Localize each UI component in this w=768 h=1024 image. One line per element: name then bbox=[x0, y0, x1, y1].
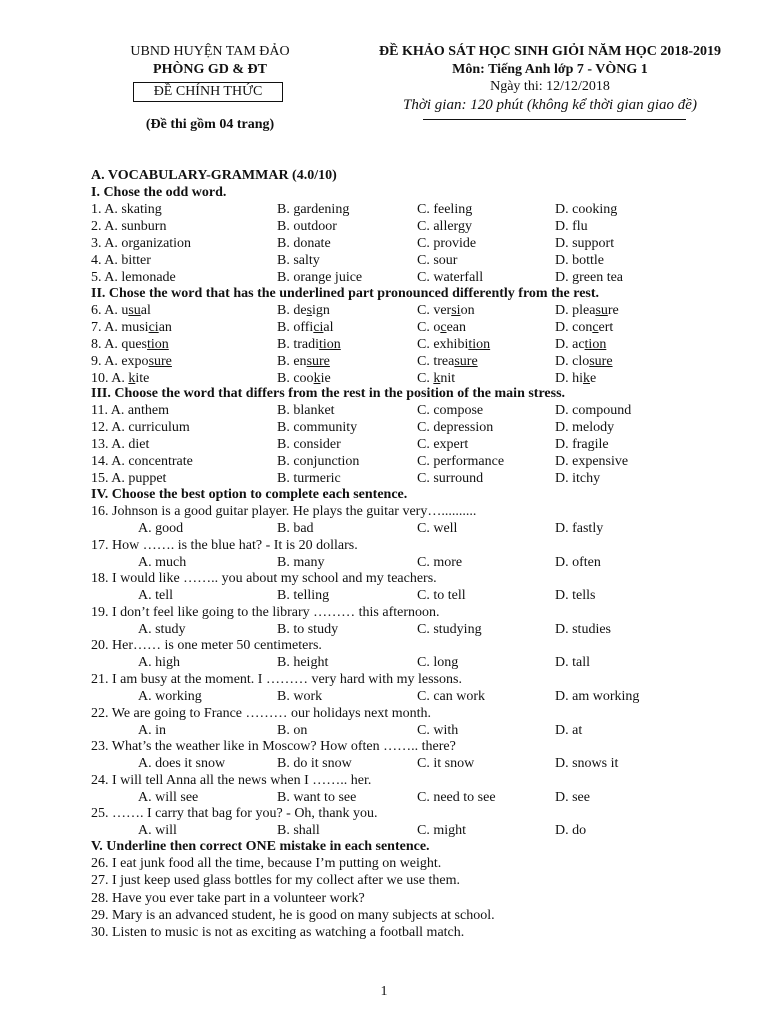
answer-option: C. provide bbox=[417, 236, 477, 251]
answer-option: D. am working bbox=[555, 689, 640, 704]
page-count-note: (Đề thi gồm 04 trang) bbox=[145, 117, 275, 132]
answer-option: B. on bbox=[277, 722, 308, 738]
question-stem bbox=[0, 604, 768, 621]
answer-option: D. tall bbox=[555, 655, 590, 671]
sentence-text: 30. Listen to music is not as exciting as watching a football match. bbox=[91, 925, 465, 941]
word-part: 10. A. bbox=[91, 371, 129, 386]
answer-option: B. orange juice bbox=[277, 270, 363, 285]
word-part: ean bbox=[446, 320, 466, 335]
exam-title: ĐỀ KHẢO SÁT HỌC SINH GIỎI NĂM HỌC 2018-2019 bbox=[379, 44, 721, 59]
question-stem bbox=[0, 805, 768, 822]
answer-option: B. to study bbox=[277, 621, 339, 637]
word-part: D. ac bbox=[555, 337, 585, 352]
part3-title: III. Choose the word that differs from the rest in the position of the main stress. bbox=[91, 386, 566, 401]
answer-option: A. high bbox=[138, 655, 180, 671]
sentence-text: 26. I eat junk food all the time, because I’m putting on weight. bbox=[91, 856, 442, 871]
question-stem bbox=[0, 503, 768, 520]
question-options bbox=[0, 621, 768, 638]
answer-option: C. expert bbox=[417, 437, 469, 452]
underlined-part: sure bbox=[454, 354, 478, 369]
answer-option: D. tells bbox=[555, 588, 596, 604]
word-part: B. coo bbox=[277, 371, 314, 386]
answer-option: D. flu bbox=[555, 219, 588, 234]
question-text: 21. I am busy at the moment. I ……… very hard with my lessons. bbox=[91, 672, 462, 687]
word-part: C. trea bbox=[417, 354, 455, 369]
word-part: C. ver bbox=[417, 303, 452, 318]
sentence-line bbox=[0, 872, 768, 889]
answer-option: B. want to see bbox=[277, 789, 357, 805]
answer-option: 1. A. skating bbox=[91, 202, 162, 217]
question-options bbox=[0, 688, 768, 705]
answer-option: 5. A. lemonade bbox=[91, 270, 176, 285]
answer-option: B. conjunction bbox=[277, 454, 360, 469]
underlined-part: sure bbox=[306, 354, 330, 369]
answer-option: C. surround bbox=[417, 471, 484, 486]
underlined-part: sure bbox=[148, 354, 172, 369]
word-part: ie bbox=[320, 371, 331, 386]
answer-option: A. tell bbox=[138, 588, 173, 604]
word-part: 7. A. musi bbox=[91, 320, 149, 335]
answer-option: B. many bbox=[277, 554, 325, 570]
header-underline bbox=[423, 119, 686, 120]
underlined-part: su bbox=[128, 303, 141, 318]
answer-option: 3. A. organization bbox=[91, 236, 192, 251]
answer-option bbox=[91, 302, 151, 319]
answer-option: C. with bbox=[417, 722, 459, 738]
answer-option bbox=[417, 302, 475, 319]
underlined-part: sure bbox=[589, 354, 613, 369]
question-stem bbox=[0, 537, 768, 554]
answer-option: 13. A. diet bbox=[91, 437, 150, 452]
word-part: 6. A. u bbox=[91, 303, 129, 318]
question-text: 25. ……. I carry that bag for you? - Oh, thank you. bbox=[91, 806, 378, 822]
answer-option bbox=[277, 336, 341, 353]
question-row bbox=[0, 319, 768, 336]
question-row bbox=[0, 235, 768, 252]
answer-option bbox=[91, 336, 169, 353]
answer-option: D. fragile bbox=[555, 437, 609, 452]
underlined-part: tion bbox=[147, 337, 169, 352]
answer-option: B. gardening bbox=[277, 202, 350, 217]
answer-option: B. shall bbox=[277, 823, 320, 839]
word-part: e bbox=[590, 371, 597, 386]
question-options bbox=[0, 755, 768, 772]
question-stem bbox=[0, 772, 768, 789]
question-stem bbox=[0, 738, 768, 755]
word-part: ign bbox=[312, 303, 330, 318]
answer-option: C. compose bbox=[417, 403, 484, 418]
underlined-part: c bbox=[592, 320, 599, 335]
word-part: D. hi bbox=[555, 371, 583, 386]
answer-option: D. support bbox=[555, 236, 615, 251]
answer-option: A. much bbox=[138, 554, 187, 570]
answer-option bbox=[91, 319, 172, 336]
question-row bbox=[0, 201, 768, 218]
sentence-text: 29. Mary is an advanced student, he is good on many subjects at school. bbox=[91, 907, 495, 923]
answer-option: A. good bbox=[138, 521, 184, 536]
answer-option bbox=[91, 353, 172, 370]
answer-option: D. studies bbox=[555, 621, 611, 637]
answer-option: C. sour bbox=[417, 253, 458, 268]
answer-option: A. will see bbox=[138, 789, 199, 805]
answer-option bbox=[417, 319, 466, 336]
part4-title: IV. Choose the best option to complete each sentence. bbox=[91, 487, 408, 502]
answer-option: B. outdoor bbox=[277, 219, 337, 234]
answer-option: B. community bbox=[277, 420, 358, 435]
answer-option: B. height bbox=[277, 655, 329, 671]
question-options bbox=[0, 587, 768, 604]
answer-option: D. expensive bbox=[555, 454, 629, 469]
part2-title: II. Chose the word that has the underlined part pronounced differently from the rest. bbox=[91, 286, 600, 301]
word-part: nit bbox=[440, 371, 456, 386]
sentence-text: 27. I just keep used glass bottles for my collect after we use them. bbox=[91, 873, 460, 889]
answer-option: C. to tell bbox=[417, 588, 466, 604]
word-part: re bbox=[607, 303, 619, 318]
answer-option: C. might bbox=[417, 823, 467, 839]
underlined-part: k bbox=[313, 371, 321, 386]
answer-option: B. salty bbox=[277, 253, 320, 268]
underlined-part: k bbox=[433, 371, 441, 386]
question-stem bbox=[0, 637, 768, 654]
underlined-part: tion bbox=[319, 337, 341, 352]
sentence-line bbox=[0, 907, 768, 924]
sentence-line bbox=[0, 924, 768, 941]
exam-date: Ngày thi: 12/12/2018 bbox=[490, 79, 610, 94]
question-options bbox=[0, 722, 768, 739]
exam-subject: Môn: Tiếng Anh lớp 7 - VÒNG 1 bbox=[452, 62, 648, 77]
word-part: 8. A. ques bbox=[91, 337, 147, 352]
word-part: C. exhibi bbox=[417, 337, 469, 352]
answer-option: B. telling bbox=[277, 588, 330, 604]
underlined-part: tion bbox=[468, 337, 491, 352]
answer-option: C. feeling bbox=[417, 202, 473, 217]
word-part: B. en bbox=[277, 354, 307, 369]
question-text: 22. We are going to France ……… our holidays next month. bbox=[91, 705, 431, 721]
answer-option: 14. A. concentrate bbox=[91, 454, 193, 469]
question-text: 18. I would like …….. you about my school and my teachers. bbox=[91, 571, 437, 587]
answer-option: D. at bbox=[555, 722, 583, 738]
word-part: on bbox=[460, 303, 475, 318]
answer-option: D. green tea bbox=[555, 270, 624, 285]
official-stamp-box: ĐỀ CHÍNH THỨC bbox=[133, 82, 283, 102]
answer-option: D. do bbox=[555, 823, 587, 839]
question-options bbox=[0, 554, 768, 571]
question-options bbox=[0, 654, 768, 671]
sentence-line bbox=[0, 855, 768, 872]
word-part: D. con bbox=[555, 320, 593, 335]
question-options bbox=[0, 789, 768, 806]
answer-option: C. depression bbox=[417, 420, 494, 435]
answer-option: D. bottle bbox=[555, 253, 604, 268]
answer-option bbox=[555, 302, 619, 319]
underlined-part: su bbox=[595, 303, 608, 318]
answer-option bbox=[555, 336, 606, 353]
word-part: C. bbox=[417, 371, 434, 386]
answer-option: A. study bbox=[138, 621, 186, 637]
answer-option: C. performance bbox=[417, 454, 505, 469]
underlined-part: tion bbox=[584, 337, 607, 352]
underlined-part: ci bbox=[313, 320, 324, 335]
underlined-part: k bbox=[128, 371, 136, 386]
answer-option bbox=[417, 336, 490, 353]
answer-option: B. do it snow bbox=[277, 756, 352, 772]
word-part: ert bbox=[598, 320, 614, 335]
word-part: al bbox=[140, 303, 151, 318]
answer-option: 2. A. sunburn bbox=[91, 219, 167, 234]
underlined-part: k bbox=[583, 371, 590, 386]
word-part: an bbox=[158, 320, 172, 335]
part5-title: V. Underline then correct ONE mistake in each sentence. bbox=[91, 839, 430, 854]
question-stem bbox=[0, 671, 768, 688]
answer-option: 4. A. bitter bbox=[91, 253, 151, 268]
answer-option: D. see bbox=[555, 789, 590, 805]
answer-option: B. work bbox=[277, 689, 323, 704]
answer-option bbox=[277, 302, 330, 319]
answer-option: B. bad bbox=[277, 521, 314, 536]
question-stem bbox=[0, 570, 768, 587]
answer-option: D. melody bbox=[555, 420, 615, 435]
answer-option: C. studying bbox=[417, 621, 482, 637]
answer-option bbox=[555, 319, 613, 336]
department-name: UBND HUYỆN TAM ĐẢO bbox=[130, 44, 290, 59]
word-part: D. clo bbox=[555, 354, 590, 369]
question-text: 17. How ……. is the blue hat? - It is 20 dollars. bbox=[91, 537, 358, 553]
answer-option: D. compound bbox=[555, 403, 632, 418]
question-text: 20. Her…… is one meter 50 centimeters. bbox=[91, 638, 322, 654]
question-row bbox=[0, 269, 768, 286]
answer-option: C. can work bbox=[417, 689, 486, 704]
question-row bbox=[0, 353, 768, 370]
question-text: 23. What’s the weather like in Moscow? How often …….. there? bbox=[91, 739, 456, 755]
answer-option: B. donate bbox=[277, 236, 331, 251]
answer-option: 11. A. anthem bbox=[91, 403, 170, 418]
question-row bbox=[0, 336, 768, 353]
answer-option: C. it snow bbox=[417, 756, 475, 772]
exam-duration: Thời gian: 120 phút (không kể thời gian giao đề) bbox=[403, 97, 697, 113]
question-text: 24. I will tell Anna all the news when I …….. her. bbox=[91, 772, 372, 788]
answer-option: D. cooking bbox=[555, 202, 618, 217]
answer-option: A. working bbox=[138, 689, 202, 704]
question-text: 16. Johnson is a good guitar player. He plays the guitar very….......... bbox=[91, 504, 477, 519]
question-row bbox=[0, 252, 768, 269]
underlined-part: si bbox=[451, 303, 461, 318]
question-row bbox=[0, 470, 768, 487]
word-part: C. o bbox=[417, 320, 441, 335]
answer-option: B. blanket bbox=[277, 403, 335, 418]
question-row bbox=[0, 402, 768, 419]
word-part: al bbox=[323, 320, 334, 335]
answer-option: B. turmeric bbox=[277, 471, 341, 486]
answer-option: D. snows it bbox=[555, 756, 619, 772]
underlined-part: c bbox=[440, 320, 447, 335]
question-options bbox=[0, 520, 768, 537]
answer-option: A. will bbox=[138, 823, 177, 839]
answer-option bbox=[277, 353, 330, 370]
question-row bbox=[0, 302, 768, 319]
underlined-part: s bbox=[306, 303, 313, 318]
question-row bbox=[0, 218, 768, 235]
answer-option: 12. A. curriculum bbox=[91, 420, 190, 435]
answer-option bbox=[417, 353, 478, 370]
sentence-text: 28. Have you ever take part in a volunteer work? bbox=[91, 890, 365, 906]
question-options bbox=[0, 822, 768, 839]
answer-option: D. fastly bbox=[555, 521, 604, 536]
word-part: ite bbox=[135, 371, 150, 386]
word-part: D. plea bbox=[555, 303, 596, 318]
office-name: PHÒNG GD & ĐT bbox=[153, 62, 267, 77]
word-part: 9. A. expo bbox=[91, 354, 149, 369]
answer-option bbox=[277, 319, 334, 336]
sentence-line bbox=[0, 890, 768, 907]
question-row bbox=[0, 419, 768, 436]
word-part: B. offi bbox=[277, 320, 314, 335]
word-part: B. de bbox=[277, 303, 307, 318]
answer-option: C. need to see bbox=[417, 789, 496, 805]
underlined-part: ci bbox=[148, 320, 159, 335]
answer-option: C. waterfall bbox=[417, 270, 484, 285]
word-part: B. tradi bbox=[277, 337, 319, 352]
answer-option: D. often bbox=[555, 554, 601, 570]
question-stem bbox=[0, 705, 768, 722]
answer-option: A. in bbox=[138, 722, 166, 738]
page-number: 1 bbox=[380, 984, 388, 999]
answer-option: C. well bbox=[417, 521, 458, 536]
answer-option: C. more bbox=[417, 554, 463, 570]
section-a-title: A. VOCABULARY-GRAMMAR (4.0/10) bbox=[91, 168, 337, 183]
answer-option: A. does it snow bbox=[138, 756, 226, 772]
question-row bbox=[0, 453, 768, 470]
answer-option: 15. A. puppet bbox=[91, 471, 167, 486]
part1-title: I. Chose the odd word. bbox=[91, 185, 227, 200]
question-row bbox=[0, 436, 768, 453]
answer-option: C. allergy bbox=[417, 219, 472, 234]
answer-option: D. itchy bbox=[555, 471, 601, 486]
answer-option: C. long bbox=[417, 655, 459, 671]
answer-option bbox=[555, 353, 613, 370]
question-text: 19. I don’t feel like going to the library ……… this afternoon. bbox=[91, 604, 440, 620]
answer-option: B. consider bbox=[277, 437, 341, 452]
